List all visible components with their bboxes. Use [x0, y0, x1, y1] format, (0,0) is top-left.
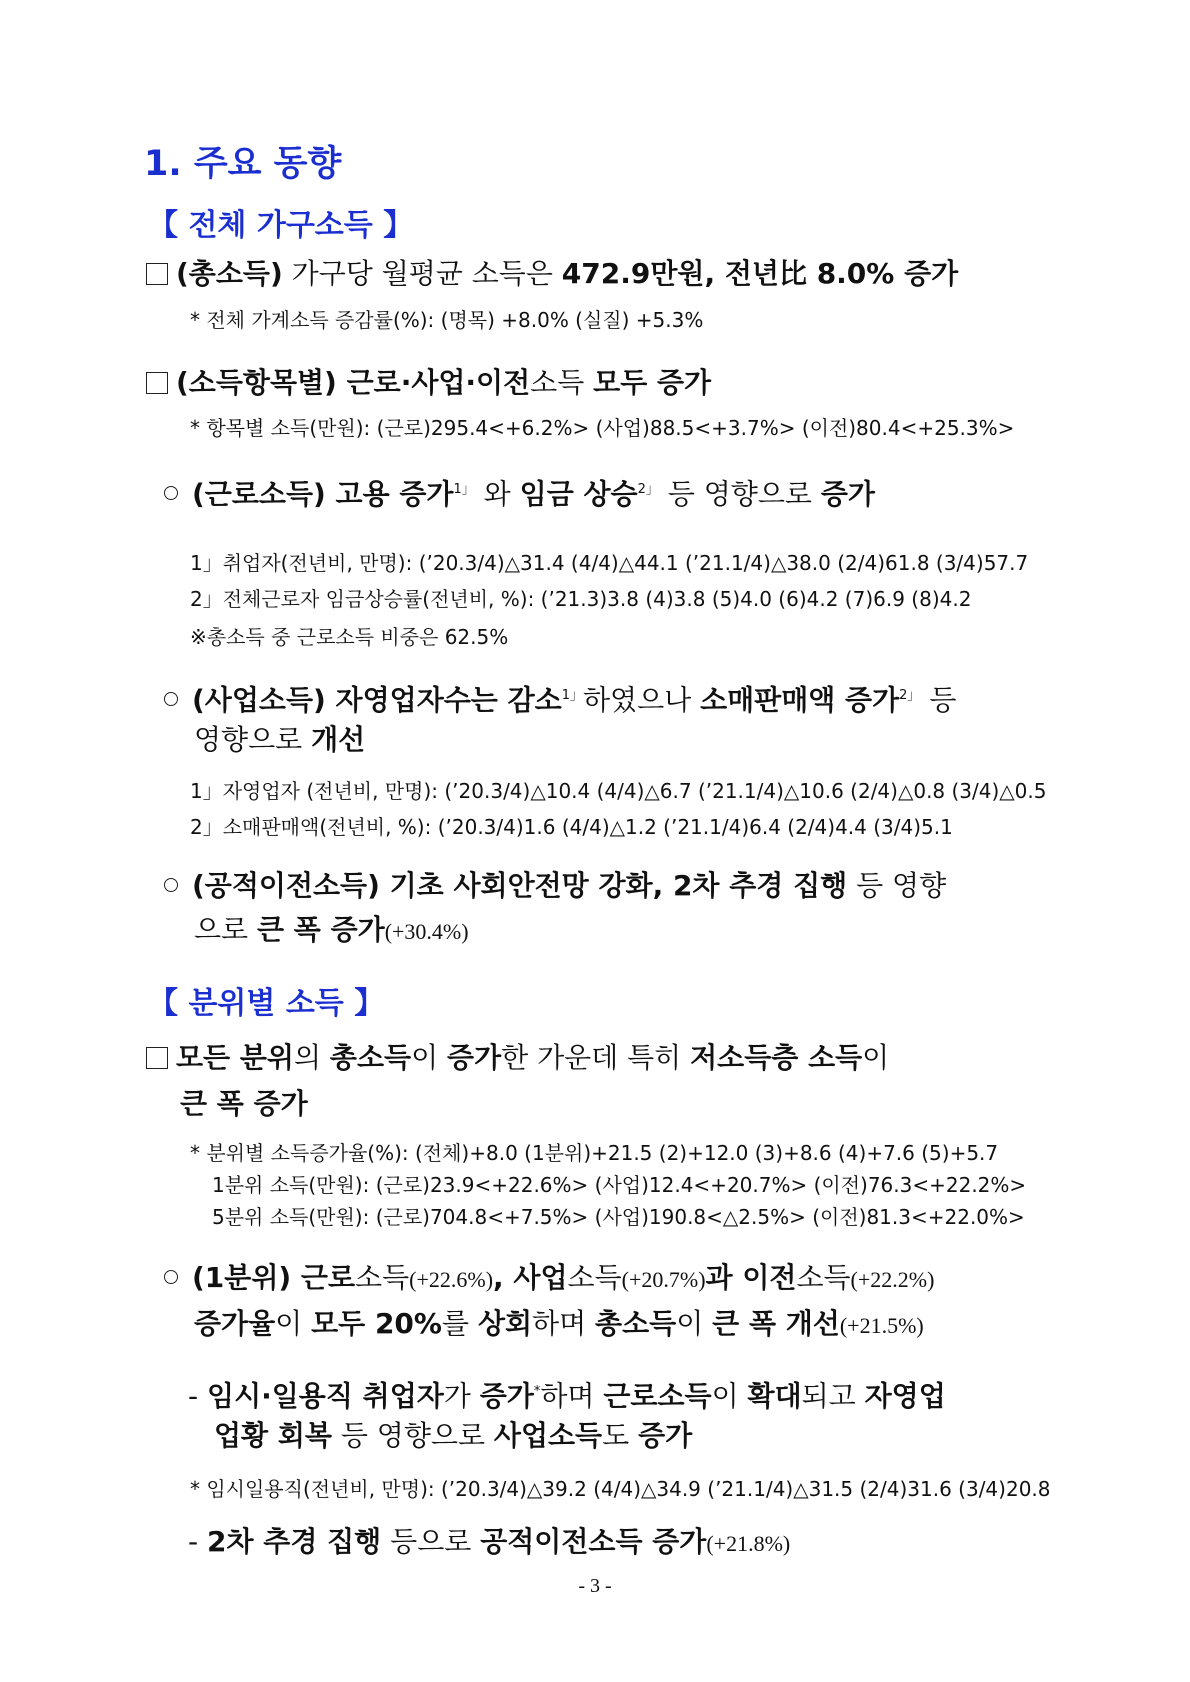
- note-total-income: * 전체 가계소득 증감률(%): (명목) +8.0% (실질) +5.3%: [190, 308, 704, 332]
- bullet-quintile-income: 모든 분위의 총소득이 증가한 가운데 특히 저소득층 소득이: [146, 1040, 889, 1076]
- dash-item-temp-workers-line2: 업황 회복 등 영향으로 사업소득도 증가: [214, 1419, 693, 1452]
- note-quintile-rates: * 분위별 소득증가율(%): (전체)+8.0 (1분위)+21.5 (2)+12.0 (3)+8.6 (4)+7.6 (5)+5.7: [190, 1141, 999, 1165]
- checkbox-square-icon: [146, 372, 168, 394]
- circle-bullet-icon: [164, 878, 178, 892]
- footnote-2: 2」소매판매액(전년비, %): (’20.3/4)1.6 (4/4)△1.2 (’21.1/4)6.4 (2/4)4.4 (3/4)5.1: [190, 815, 953, 839]
- note-temp-workers: * 임시일용직(전년비, 만명): (’20.3/4)△39.2 (4/4)△34.9 (’21.1/4)△31.5 (2/4)31.6 (3/4)20.8: [190, 1477, 1051, 1501]
- footnote-1: 1」자영업자 (전년비, 만명): (’20.3/4)△10.4 (4/4)△6.7 (’21.1/4)△10.6 (2/4)△0.8 (3/4)△0.5: [190, 779, 1047, 803]
- note-quintile-1: 1분위 소득(만원): (근로)23.9<+22.6%> (사업)12.4<+20.7%> (이전)76.3<+22.2%>: [212, 1173, 1027, 1197]
- dash-bullet: -: [188, 1525, 208, 1558]
- circle-bullet-icon: [164, 486, 178, 500]
- total-income-heading: 【 전체 가구소득 】: [148, 208, 414, 243]
- reference-note: ※총소득 중 근로소득 비중은 62.5%: [190, 625, 509, 649]
- sub-public-transfer-line2: 으로 큰 폭 증가(+30.4%): [194, 913, 469, 946]
- checkbox-square-icon: [146, 1047, 168, 1069]
- footnote-2: 2」전체근로자 임금상승률(전년비, %): (’21.3)3.8 (4)3.8 (5)4.0 (6)4.2 (7)6.9 (8)4.2: [190, 587, 972, 611]
- note-income-items: * 항목별 소득(만원): (근로)295.4<+6.2%> (사업)88.5<+3.7%> (이전)80.4<+25.3%>: [190, 416, 1015, 440]
- page-number: - 3 -: [578, 1575, 612, 1597]
- bullet-income-items: (소득항목별) 근로·사업·이전소득 모두 증가: [146, 365, 711, 401]
- sub-labor-income: (근로소득) 고용 증가$^{1」}$ 와 임금 상승$^{2」}$ 등 영향으로 증가: [164, 468, 875, 516]
- note-quintile-5: 5분위 소득(만원): (근로)704.8<+7.5%> (사업)190.8<△2.5%> (이전)81.3<+22.0%>: [212, 1205, 1025, 1229]
- bullet-quintile-line2: 큰 폭 증가: [180, 1087, 308, 1120]
- bullet-total-income: (총소득) 가구당 월평균 소득은 472.9만원, 전년比 8.0% 증가: [146, 256, 958, 292]
- dash-item-temp-workers: - 임시·일용직 취업자가 증가*하며 근로소득이 확대되고 자영업: [188, 1379, 946, 1413]
- sub-business-income-line2: 영향으로 개선: [194, 723, 366, 756]
- dash-item-supplementary-budget: - 2차 추경 집행 등으로 공적이전소득 증가(+21.8%): [188, 1525, 791, 1558]
- section-title: 1. 주요 동향: [144, 144, 342, 184]
- quintile-heading: 【 분위별 소득 】: [148, 986, 385, 1021]
- sub-business-income: (사업소득) 자영업자수는 감소$^{1」}$하였으나 소매판매액 증가$^{2」}$ 등: [164, 674, 956, 722]
- circle-bullet-icon: [164, 692, 178, 706]
- circle-bullet-icon: [164, 1270, 178, 1284]
- sub-first-quintile-line2: 증가율이 모두 20%를 상회하며 총소득이 큰 폭 개선(+21.5%): [194, 1307, 924, 1340]
- dash-bullet: -: [188, 1379, 208, 1413]
- footnote-1: 1」취업자(전년비, 만명): (’20.3/4)△31.4 (4/4)△44.1 (’21.1/4)△38.0 (2/4)61.8 (3/4)57.7: [190, 551, 1029, 575]
- sub-first-quintile: (1분위) 근로소득(+22.6%), 사업소득(+20.7%)과 이전소득(+22.2%): [164, 1256, 934, 1302]
- checkbox-square-icon: [146, 263, 168, 285]
- sub-public-transfer-income: (공적이전소득) 기초 사회안전망 강화, 2차 추경 집행 등 영향: [164, 864, 946, 908]
